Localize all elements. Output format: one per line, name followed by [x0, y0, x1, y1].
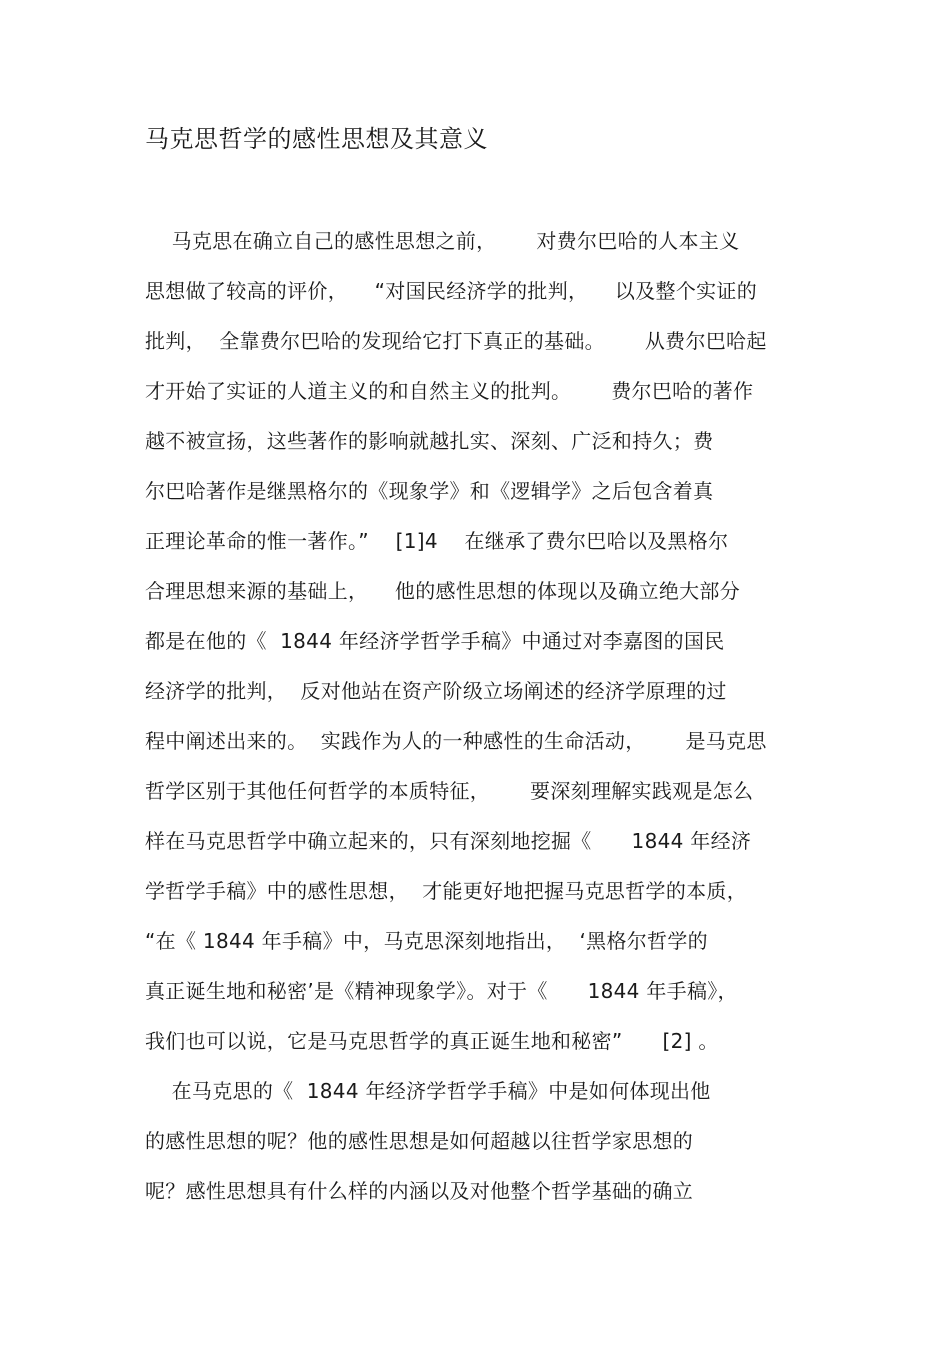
text-line: 程中阐述出来的。 实践作为人的一种感性的生命活动， 是马克思 — [145, 729, 767, 753]
text-line: 哲学区别于其他任何哲学的本质特征， 要深刻理解实践观是怎么 — [145, 779, 754, 803]
text-line: 马克思在确立自己的感性思想之前， 对费尔巴哈的人本主义 — [145, 229, 740, 253]
document-title: 马克思哲学的感性思想及其意义 — [145, 125, 488, 153]
text-line: 学哲学手稿》中的感性思想， 才能更好地把握马克思哲学的本质， — [145, 879, 748, 903]
text-line: 在马克思的《 1844 年经济学哲学手稿》中是如何体现出他 — [145, 1079, 711, 1103]
text-line: 尔巴哈著作是继黑格尔的《现象学》和《逻辑学》之后包含着真 — [145, 479, 714, 503]
text-line: 思想做了较高的评价， “对国民经济学的批判， 以及整个实证的 — [145, 279, 758, 303]
text-line: 才开始了实证的人道主义的和自然主义的批判。 费尔巴哈的著作 — [145, 379, 754, 403]
text-line: “在《 1844 年手稿》中，马克思深刻地指出， ‘黑格尔哲学的 — [145, 929, 708, 953]
text-line: 呢？感性思想具有什么样的内涵以及对他整个哲学基础的确立 — [145, 1179, 694, 1203]
text-line: 的感性思想的呢？他的感性思想是如何超越以往哲学家思想的 — [145, 1129, 694, 1153]
text-line: 样在马克思哲学中确立起来的，只有深刻地挖掘《 1844 年经济 — [145, 829, 752, 853]
text-line: 越不被宣扬，这些著作的影响就越扎实、深刻、广泛和持久；费 — [145, 429, 714, 453]
text-line: 正理论革命的惟一著作。” [1]4 在继承了费尔巴哈以及黑格尔 — [145, 529, 729, 553]
text-line: 经济学的批判， 反对他站在资产阶级立场阐述的经济学原理的过 — [145, 679, 727, 703]
text-line: 真正诞生地和秘密’是《精神现象学》。对于《 1844 年手稿》， — [145, 979, 738, 1003]
text-line: 批判， 全靠费尔巴哈的发现给它打下真正的基础。 从费尔巴哈起 — [145, 329, 767, 353]
text-line: 都是在他的《 1844 年经济学哲学手稿》中通过对李嘉图的国民 — [145, 629, 725, 653]
text-line: 我们也可以说，它是马克思哲学的真正诞生地和秘密” [2] 。 — [145, 1029, 719, 1053]
text-line: 合理思想来源的基础上， 他的感性思想的体现以及确立绝大部分 — [145, 579, 741, 603]
